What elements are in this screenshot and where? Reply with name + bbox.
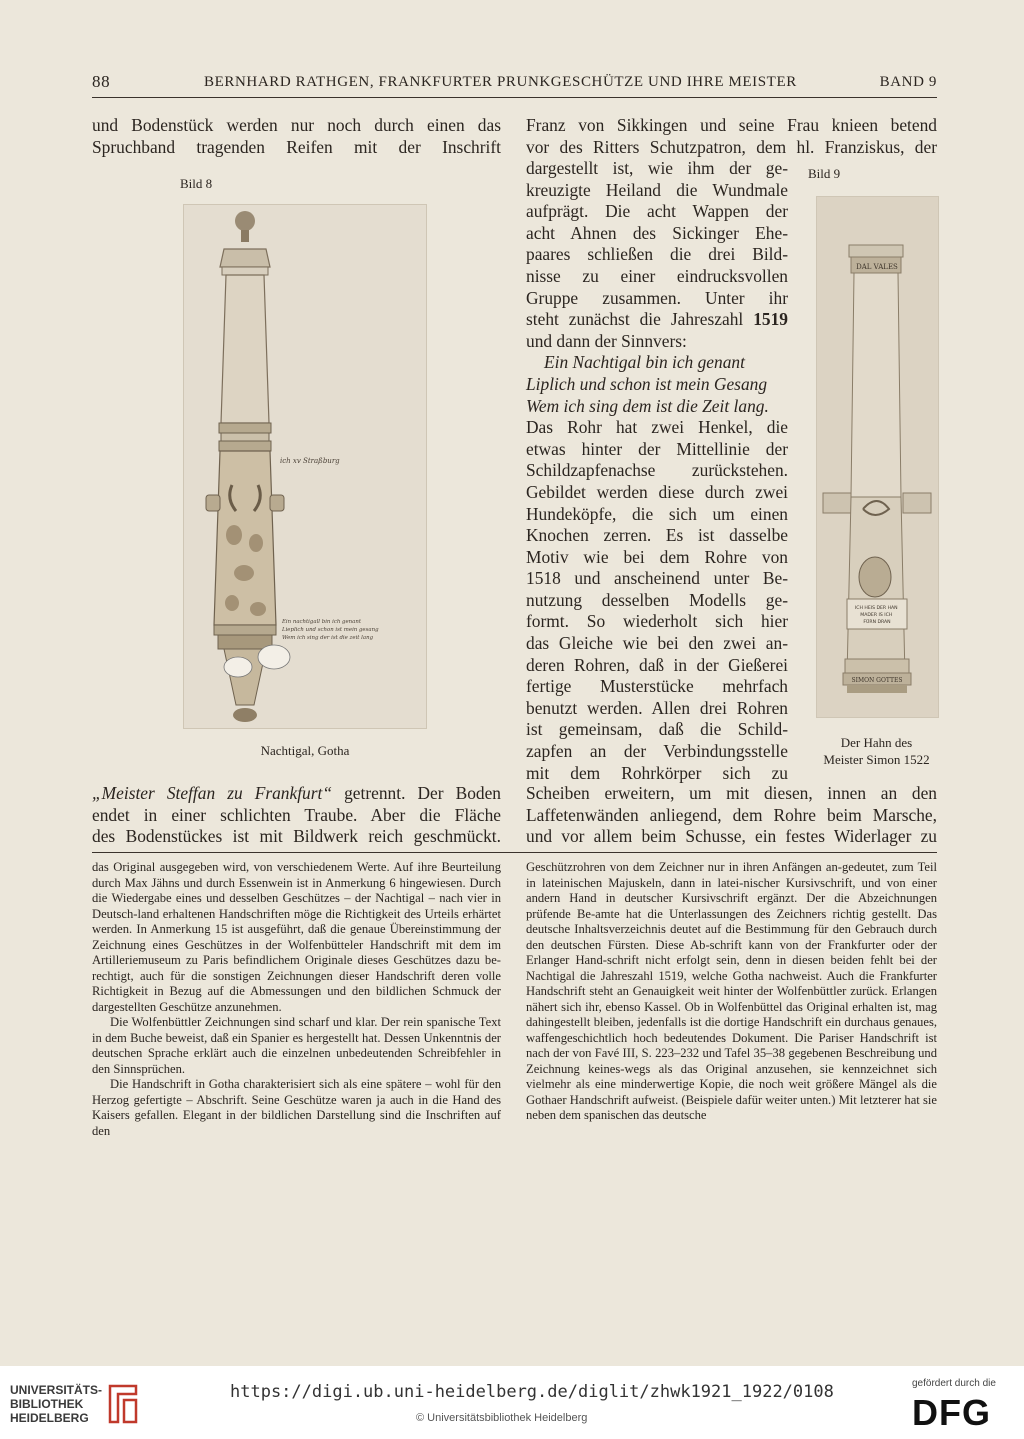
decorated-body: [214, 451, 276, 625]
verse-line: Wem ich sing dem ist die Zeit lang.: [526, 395, 769, 416]
maker-plate: SIMON GOTTES: [851, 677, 903, 684]
left-column-bottom: [92, 783, 501, 848]
italic-quote: „Meister Steffan zu Frankfurt“: [92, 783, 333, 803]
library-line: UNIVERSITÄTS-: [10, 1383, 103, 1397]
text-line: und Bodenstück werden nur noch durch einen das: [92, 115, 501, 135]
left-column-top: [92, 115, 501, 158]
text-line: deren Rohren, daß in der Gießerei: [526, 654, 788, 675]
text-line: paares schließen die drei Bild-: [526, 244, 788, 265]
text-line: Scheiben erweitern, um mit diesen, innen an den: [526, 783, 937, 803]
page-number: 88: [92, 72, 111, 91]
text-fragment: getrennt. Der Boden: [332, 783, 501, 803]
cannon-barrel: [851, 273, 901, 497]
verse-line: Liplich und schon ist mein Gesang: [526, 373, 768, 394]
footnote-paragraph: Die Wolfenbüttler Zeichnungen sind scharf und klar. Der rein spanische Text in dem Buche beweist, daß ein Spanier es hergestellt hat. Dessen Unkenntnis der deutschen Sprache erklärt auch die einzelnen unbedeutenden Schreibfehler in den Sinnsprüchen.: [92, 1015, 501, 1076]
text-line: kreuzigte Heiland die Wundmale: [526, 179, 788, 200]
figure-9-label: Bild 9: [808, 166, 841, 181]
barrel-inscription: ICH HEIS DER HAN MADER IS ICH FÜRN DRAN: [854, 606, 898, 625]
text-line: [92, 783, 501, 805]
text-line: Knochen zerren. Es ist dasselbe: [526, 525, 788, 546]
footnote-right: [526, 860, 937, 1124]
right-column-bottom: [526, 783, 937, 848]
footnote-paragraph: das Original ausgegeben wird, von verschiedenem Werte. Auf ihre Beurteilung durch Max Jähns und durch Essenwein ist in Anmerkung 6 hingewiesen. Durch die Wiedergabe eines und desselben Geschützes – der Nachtigal – nach vier in Deutsch-land erhaltenen Handschriften möge die Richtigkeit des Urteils erhärtet werden. In Anmerkung 15 ist ausgeführt, daß die genaue Übereinstimmung der Zeichnung eines Geschützes in der Wolfenbütteler Handschrift mit dem im Artilleriemuseum zu Paris befindlichem Originale dieses Geschützes dazu be-rechtigt, auch für die sonstigen Zeichnungen dieser Handschrift deren volle Richtigkeit in Bezug auf die Abmessungen und den bildlichen Schmuck der dargestellten Geschütze anzunehmen.: [92, 860, 501, 1014]
text-line: des Bodenstückes ist mit Bildwerk reich geschmückt.: [92, 826, 501, 847]
coat-of-arms: [859, 557, 891, 597]
permalink-url[interactable]: https://digi.ub.uni-heidelberg.de/diglit/zhwk1921_1922/0108: [230, 1382, 834, 1402]
text-line: aufprägt. Die acht Wappen der: [526, 201, 788, 222]
text-line: 1518 und anscheinend unter Be-: [526, 568, 788, 589]
copyright-notice: © Universitätsbibliothek Heidelberg: [416, 1412, 588, 1424]
figure-8-label: Bild 8: [180, 176, 213, 191]
header-rule: [92, 97, 937, 98]
footnote-left: [92, 860, 501, 1139]
cascabel-knob: [233, 708, 257, 722]
text-line: endet in einer schlichten Traube. Aber die Fläche: [92, 804, 501, 825]
text-fragment: steht zunächst die Jahreszahl: [526, 309, 754, 330]
text-line: Schildzapfenachse zurückstehen.: [526, 460, 788, 481]
digitization-footer: [0, 1366, 1024, 1439]
text-line: ist gemeinsam, daß die Schild-: [526, 719, 788, 740]
text-line: acht Ahnen des Sickinger Ehe-: [526, 222, 788, 243]
year-1519: 1519: [753, 309, 788, 330]
text-line: und vor allem beim Schusse, ein festes Widerlager zu: [526, 826, 937, 847]
right-narrow-column: [526, 158, 788, 784]
figure-8-cannon-drawing: [183, 204, 427, 729]
trunnion-right: [903, 493, 931, 513]
text-line: Gruppe zusammen. Unter ihr: [526, 287, 788, 308]
caption-line: Meister Simon 1522: [823, 752, 930, 767]
figure-9-cannon-photo: [816, 196, 939, 718]
volume-label: BAND 9: [879, 74, 937, 90]
text-line: benutzt werden. Allen drei Rohren: [526, 697, 788, 718]
text-line: formt. So wiederholt sich hier: [526, 611, 788, 632]
muzzle-ball: [235, 211, 255, 231]
running-header: [92, 72, 937, 94]
figure-8-caption: Nachtigal, Gotha: [260, 743, 350, 758]
text-line: fertige Musterstücke mehrfach: [526, 676, 788, 697]
text-line: Das Rohr hat zwei Henkel, die: [526, 417, 788, 438]
library-emblem-icon: [104, 1382, 142, 1426]
text-line: etwas hinter der Mittellinie der: [526, 438, 788, 459]
dfg-logo: DFG: [912, 1392, 991, 1433]
text-line: Hundeköpfe, die sich um einen: [526, 503, 788, 524]
footnote-rule: [92, 852, 937, 853]
library-logo-text: [10, 1383, 102, 1425]
text-line: und dann der Sinnvers:: [526, 330, 687, 351]
handwritten-verse: Ein nachtigall bin ich genant Lieplich und schon ist mein gesang Wem ich sing der ist die zeit lang: [282, 619, 379, 641]
text-line: Gebildet werden diese durch zwei: [526, 481, 788, 502]
text-line: dargestellt ist, wie ihm der ge-: [526, 158, 788, 178]
text-line: Franz von Sikkingen und seine Frau knieen betend: [526, 115, 937, 135]
running-title: BERNHARD RATHGEN, FRANKFURTER PRUNKGESCHÜTZE UND IHRE MEISTER: [204, 74, 797, 90]
footnote-paragraph: Die Handschrift in Gotha charakterisiert sich als eine spätere – wohl für den Herzog gefertigte – Abschrift. Seine Geschütze waren ja auch in die Hand des Kaisers gefallen. Elegant in der bildlichen Darstellung sind die Inschriften auf den: [92, 1077, 501, 1138]
text-line: nisse zu einer eindrucksvollen: [526, 265, 788, 286]
trunnion-left: [823, 493, 851, 513]
hahn-cannon-illustration: [817, 197, 938, 717]
trunnion-right: [270, 495, 284, 511]
trunnion-left: [206, 495, 220, 511]
text-line: [526, 309, 788, 331]
library-line: BIBLIOTHEK: [10, 1397, 84, 1411]
library-line: HEIDELBERG: [10, 1411, 89, 1425]
text-line: zapfen an der Verbindungsstelle: [526, 741, 788, 762]
text-line: mit dem Rohrkörper sich zu: [526, 762, 788, 783]
right-column-top: [526, 115, 937, 158]
caption-line: Der Hahn des: [840, 735, 913, 750]
muzzle-band-text: DAL VALES: [856, 263, 898, 271]
text-line: das Gleiche wie bei den zwei an-: [526, 633, 788, 654]
text-line: Spruchband tragenden Reifen mit der Inschrift: [92, 136, 501, 157]
funding-note: gefördert durch die: [912, 1378, 996, 1389]
verse-line: Ein Nachtigal bin ich genant: [544, 352, 745, 373]
text-line: Laffetenwänden anliegend, dem Rohre beim Marsche,: [526, 804, 937, 825]
text-line: Motiv wie bei dem Rohre von: [526, 546, 788, 567]
text-line: vor des Ritters Schutzpatron, dem hl. Franziskus, der: [526, 136, 937, 157]
text-line: nutzung desselben Modells ge-: [526, 589, 788, 610]
figure-9-caption: [816, 734, 937, 768]
nachtigal-cannon-illustration: [184, 205, 426, 728]
footnote-paragraph: Geschützrohren von dem Zeichner nur in ihren Anfängen an-gedeutet, zum Teil in lateinischen Majuskeln, dann in latei-nischer Kursivschrift, und von einer andern Hand in deutscher Kursivschrift ergänzt. Der die Abzeichnungen prüfende Be-amte hat die Unterlassungen des Zeichners richtig gestellt. Das deutsche Inhaltsverzeichnis deutet auf die Bestimmung für den Gebrauch durch den deutschen Fürsten. Diese Ab-schrift kann von der Frankfurter oder der Erlanger Hand-schrift nicht erfolgt sein, denn in diesen beiden fehlt bei der Nachtigal die Jahreszahl 1519, welche Gotha nachweist. Auch die Frankfurter Handschrift steht an Genauigkeit weit hinter der Wolfenbüttler zurück. Erlangen nähert sich ihr, ebenso Kassel. Ob in Wolfenbüttel das Original erhalten ist, mag dahingestellt bleiben, jedenfalls ist die dortige Handschrift ein durchaus genaues, waffengeschichtlich hoch bedeutendes Dokument. Die Pariser Handschrift ist nach der von Favé III, S. 223–232 und Tafel 35–38 gegebenen Beschreibung und Zeichnung keines-wegs als das Original anzusehen, sie kennzeichnet sich vielmehr als eine minderwertige Kopie, die noch weit größere Mängel als die Gothaer Handschrift aufweist. (Beispiele dafür weiter unten.) Mit letzterer hat sie neben dem spanischen das deutsche: [526, 860, 937, 1122]
handwritten-annotation: ich xv Straßburg: [280, 457, 340, 465]
cannon-barrel: [221, 275, 269, 423]
